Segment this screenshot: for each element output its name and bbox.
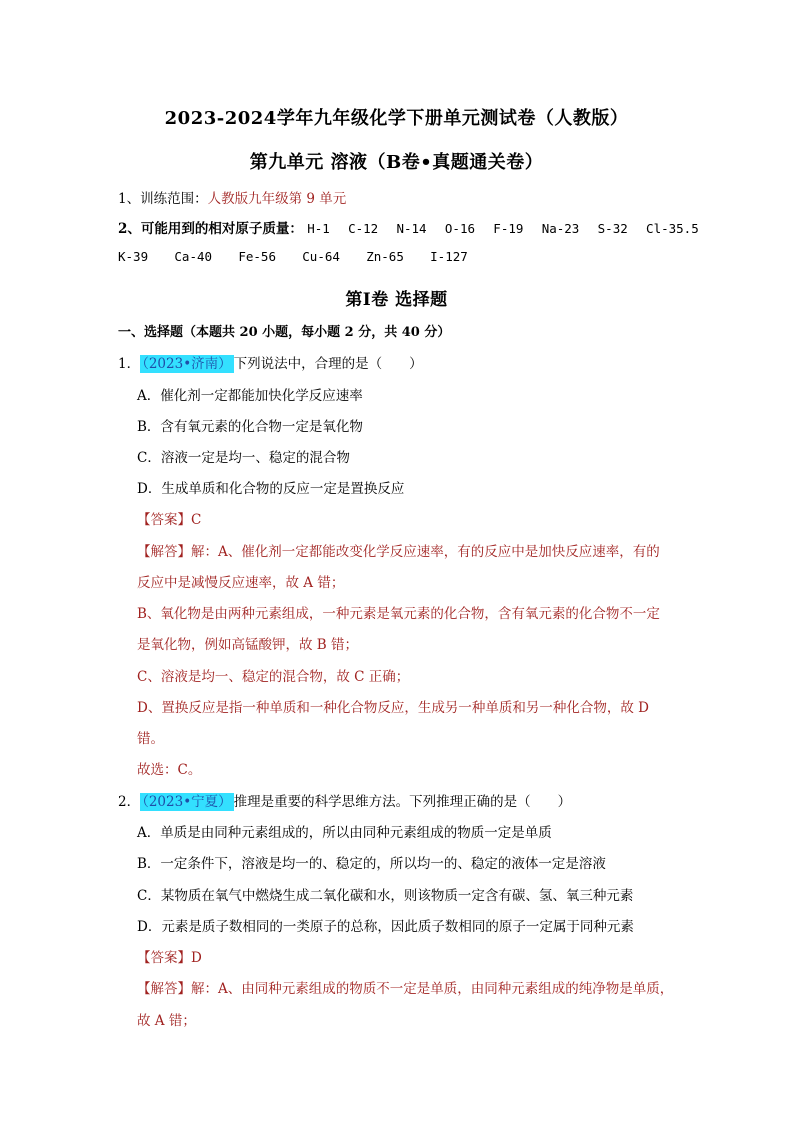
option: B．含有氧元素的化合物一定是氧化物 xyxy=(137,419,363,435)
analysis-line: 故 A 错； xyxy=(137,1013,196,1029)
section-title: 第Ⅰ卷 选择题 xyxy=(345,290,448,310)
question-source-tag: （2023•济南） xyxy=(142,356,232,372)
question-stem xyxy=(118,790,571,810)
option: D．生成单质和化合物的反应一定是置换反应 xyxy=(137,481,405,497)
analysis-line: 错。 xyxy=(137,731,164,747)
question-text: 推理是重要的科学思维方法。下列推理正确的是（ ） xyxy=(233,794,572,810)
analysis-line: 【解答】解：A、催化剂一定都能改变化学反应速率，有的反应中是加快反应速率，有的 xyxy=(137,544,660,560)
analysis-line: C、溶液是均一、稳定的混合物，故 C 正确； xyxy=(137,669,410,685)
atomic-mass-row-2 xyxy=(118,249,490,265)
option: C．某物质在氧气中燃烧生成二氧化碳和水，则该物质一定含有碳、氢、氧三种元素 xyxy=(137,888,634,904)
atomic-mass: K-39 xyxy=(118,249,149,264)
option: C．溶液一定是均一、稳定的混合物 xyxy=(137,450,350,466)
atomic-mass: Ca-40 xyxy=(174,249,213,264)
atomic-mass: N-14 xyxy=(396,221,427,236)
atomic-mass: O-16 xyxy=(444,221,475,236)
atomic-mass: H-1 xyxy=(307,221,330,236)
question-source-tag: （2023•宁夏） xyxy=(142,794,232,810)
atomic-mass: Cl-35.5 xyxy=(646,221,699,236)
range-value: 人教版九年级第 9 单元 xyxy=(207,191,347,207)
section-instructions: 一、选择题（本题共 20 小题，每小题 2 分，共 40 分） xyxy=(118,325,451,340)
atomic-mass: Na-23 xyxy=(541,221,580,236)
atomic-mass-row-1 xyxy=(118,217,699,237)
training-range xyxy=(118,187,346,207)
atomic-mass: C-12 xyxy=(348,221,379,236)
option: A．单质是由同种元素组成的，所以由同种元素组成的物质一定是单质 xyxy=(137,825,552,841)
analysis-line: 反应中是减慢反应速率，故 A 错； xyxy=(137,575,345,591)
answer: 【答案】C xyxy=(137,512,202,528)
analysis-line: 【解答】解：A、由同种元素组成的物质不一定是单质，由同种元素组成的纯净物是单质， xyxy=(137,981,674,997)
atomic-mass: Zn-65 xyxy=(366,249,404,264)
analysis-line: 故选：C。 xyxy=(137,762,202,778)
question-stem xyxy=(118,352,423,372)
atomic-mass: I-127 xyxy=(430,249,468,264)
atomic-mass-label: 2、可能用到的相对原子质量： xyxy=(118,221,303,237)
question-number: 2． xyxy=(118,794,141,810)
analysis-line: 是氧化物，例如高锰酸钾，故 B 错； xyxy=(137,637,359,653)
page-subtitle: 第九单元 溶液（B卷•真题通关卷） xyxy=(249,152,544,173)
option: D．元素是质子数相同的一类原子的总称，因此质子数相同的原子一定属于同种元素 xyxy=(137,919,634,935)
option: B．一定条件下，溶液是均一的、稳定的，所以均一的、稳定的液体一定是溶液 xyxy=(137,856,606,872)
answer: 【答案】D xyxy=(137,950,202,966)
analysis-line: D、置换反应是指一种单质和一种化合物反应，生成另一种单质和另一种化合物，故 D xyxy=(137,700,649,716)
range-label: 1、训练范围： xyxy=(118,191,208,207)
atomic-mass: Fe-56 xyxy=(238,249,276,264)
atomic-mass: S-32 xyxy=(597,221,628,236)
question-text: 下列说法中，合理的是（ ） xyxy=(233,356,423,372)
analysis-line: B、氧化物是由两种元素组成，一种元素是氧元素的化合物，含有氧元素的化合物不一定 xyxy=(137,606,660,622)
option: A．催化剂一定都能加快化学反应速率 xyxy=(137,388,363,404)
question-number: 1． xyxy=(118,356,141,372)
atomic-mass: Cu-64 xyxy=(302,249,340,264)
page-title: 2023-2024学年九年级化学下册单元测试卷（人教版） xyxy=(164,108,629,129)
atomic-mass: F-19 xyxy=(493,221,524,236)
